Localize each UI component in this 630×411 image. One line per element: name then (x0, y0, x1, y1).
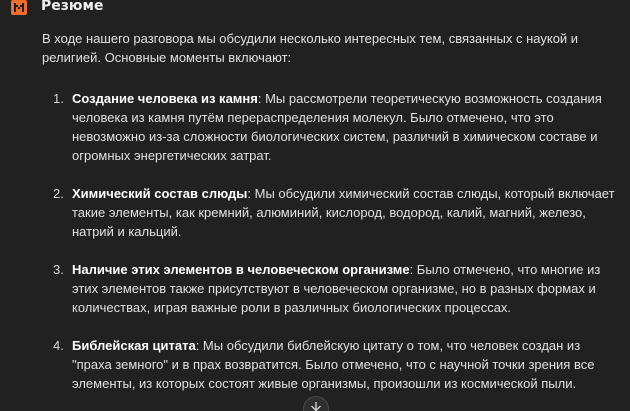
list-item-text: : Мы обсудили химический состав слюды, который включает такие элементы, как кремний, алюминий, кислород, водород, калий, магний, железо, натрий и кальций. (72, 186, 615, 239)
list-item-term: Наличие этих элементов в человеческом организме (72, 262, 410, 277)
list-item-term: Создание человека из камня (72, 91, 258, 106)
list-item-text: : Было отмечено, что многие из этих элементов также присутствуют в человеческом организме, но в разных формах и количествах, играя важные роли в различных биологических процессах. (72, 262, 601, 315)
list-item (42, 184, 620, 241)
list-item-term: Химический состав слюды (72, 186, 248, 201)
summary-content (42, 29, 620, 411)
intro-paragraph: В ходе нашего разговора мы обсудили несколько интересных тем, связанных с наукой и религией. Основные моменты включают: (42, 31, 579, 65)
list-item-number: 1. (53, 91, 64, 106)
list-item-text: : Мы обсудили библейскую цитату о том, что человек создан из "праха земного" и в прах возвратится. Было отмечено, что с научной точки зрения все элементы, из которых состоят живые организмы, произошли из космической пыли. (72, 338, 595, 391)
mistral-logo-icon (11, 0, 27, 15)
list-item (42, 336, 620, 393)
summary-header (11, 0, 103, 16)
list-item-number: 2. (53, 186, 64, 201)
list-item-number: 4. (53, 338, 64, 353)
summary-title: Резюме (41, 0, 104, 14)
list-item-text: : Мы рассмотрели теоретическую возможность создания человека из камня путём перераспределения молекул. Было отмечено, что это невозможно из-за сложности биологических систем, различий в химическом составе и огромных энергетических затрат. (72, 91, 602, 163)
list-item (42, 260, 620, 317)
list-item-number: 3. (53, 262, 64, 277)
arrow-down-icon (310, 402, 322, 411)
list-item-term: Библейская цитата (72, 338, 196, 353)
list-item (42, 89, 620, 165)
